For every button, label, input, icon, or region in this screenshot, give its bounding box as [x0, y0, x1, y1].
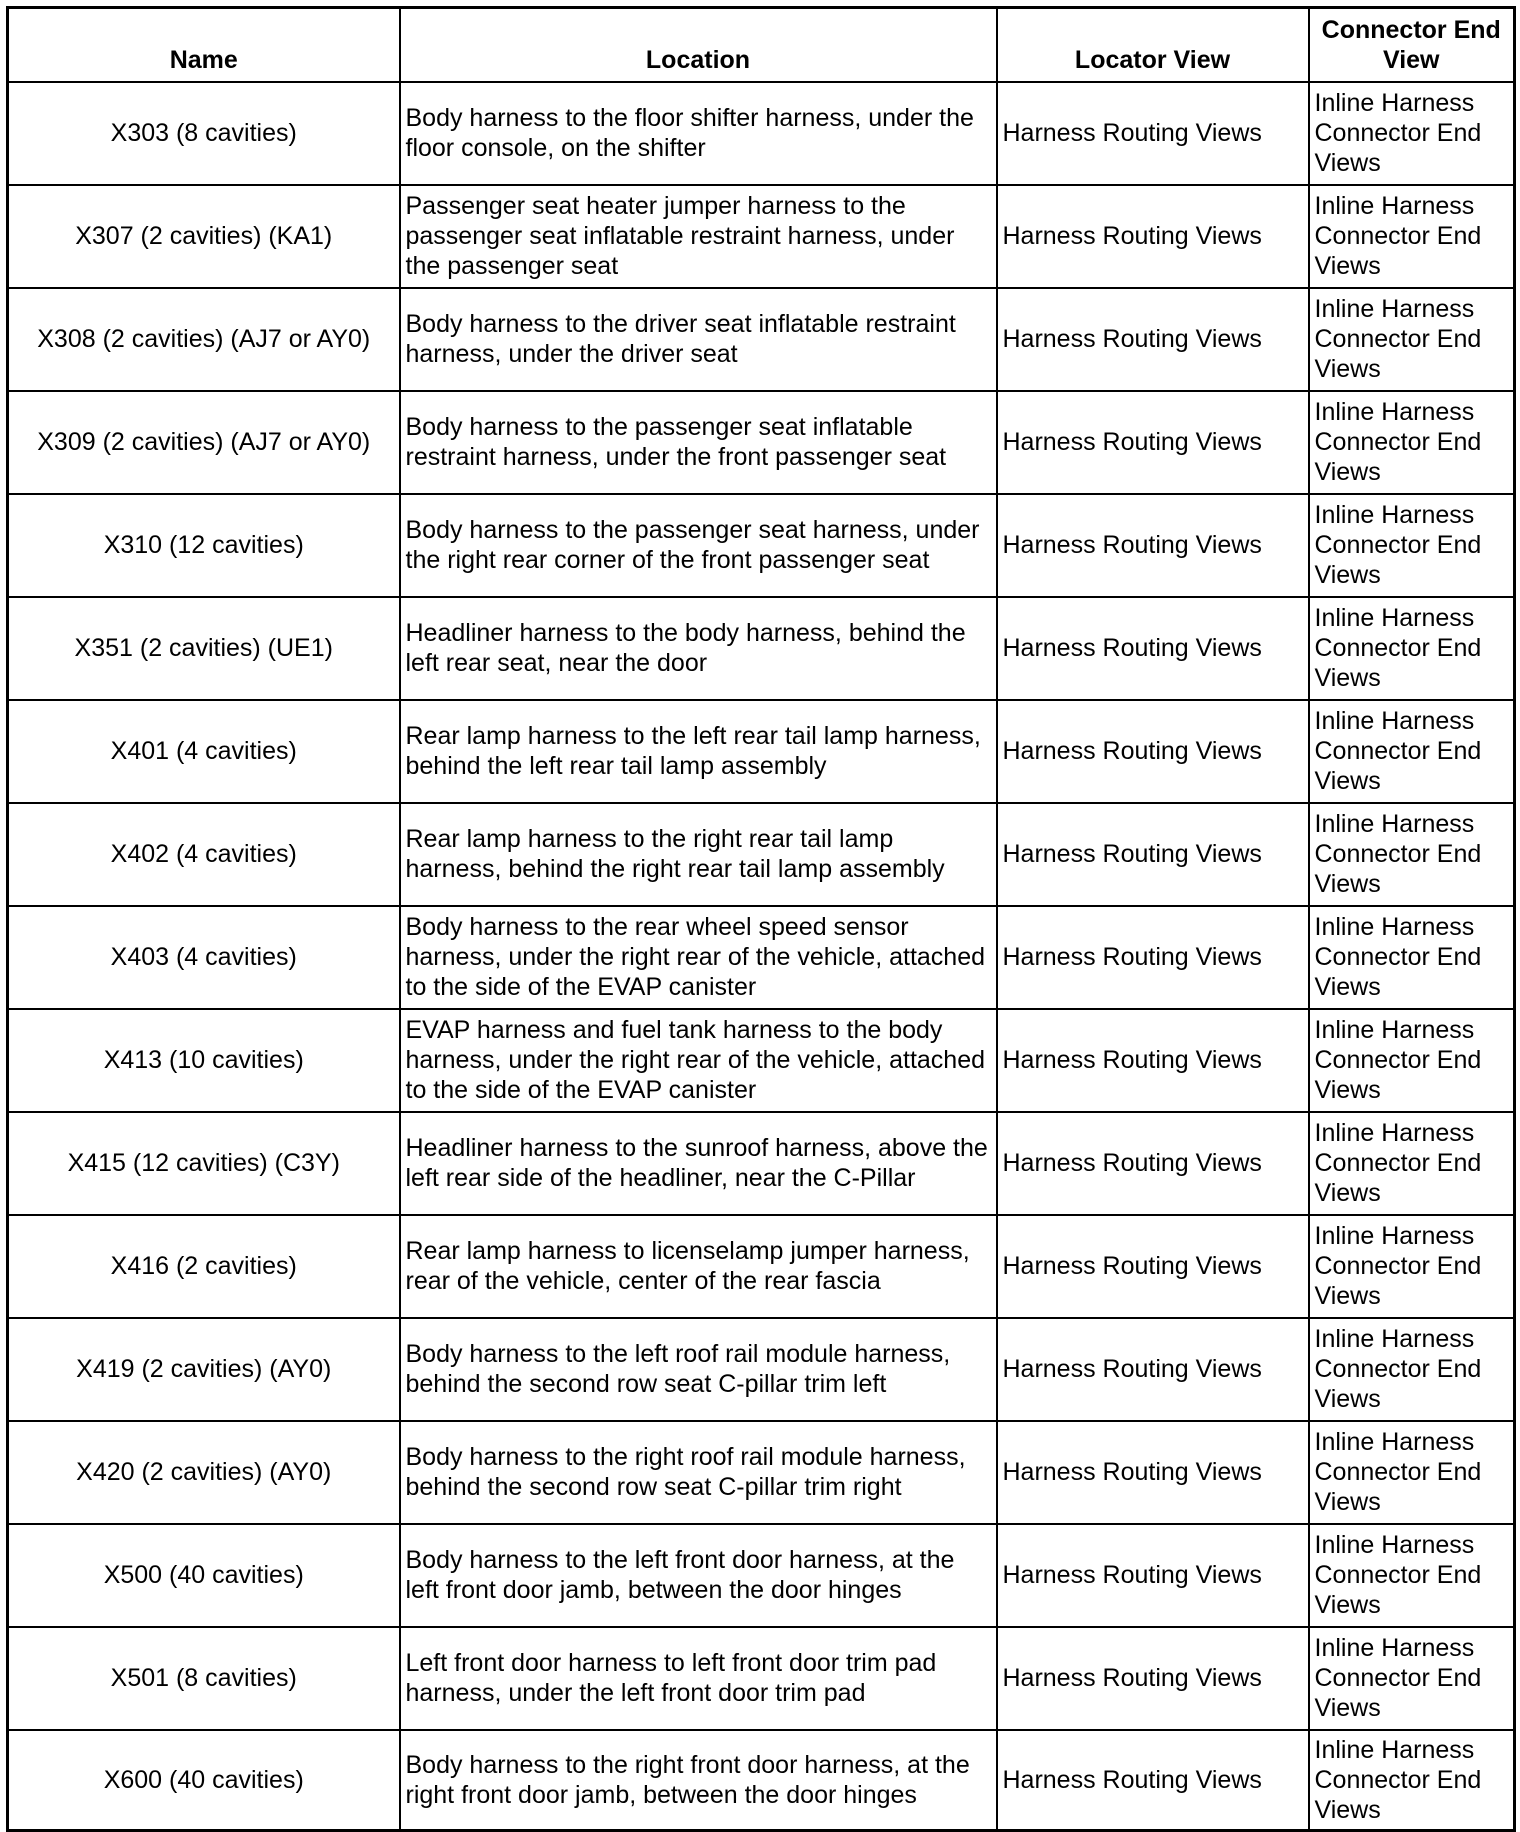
table-row [8, 1730, 1515, 1831]
locator-view-link[interactable]: Harness Routing Views [997, 1421, 1309, 1524]
locator-view-link[interactable]: Harness Routing Views [997, 1112, 1309, 1215]
location-cell: Left front door harness to left front door trim pad harness, under the left front door trim pad [400, 1627, 997, 1730]
header-location: Location [400, 8, 997, 82]
location-cell: EVAP harness and fuel tank harness to the body harness, under the right rear of the vehicle, attached to the side of the EVAP canister [400, 1009, 997, 1112]
locator-view-link[interactable]: Harness Routing Views [997, 82, 1309, 185]
connector-end-view-link[interactable]: Inline Harness Connector End Views [1309, 82, 1515, 185]
locator-view-link[interactable]: Harness Routing Views [997, 1215, 1309, 1318]
connector-end-view-link[interactable]: Inline Harness Connector End Views [1309, 1627, 1515, 1730]
location-cell: Body harness to the left roof rail module harness, behind the second row seat C-pillar trim left [400, 1318, 997, 1421]
connector-name-cell: X419 (2 cavities) (AY0) [8, 1318, 400, 1421]
connector-name-cell: X500 (40 cavities) [8, 1524, 400, 1627]
locator-view-link[interactable]: Harness Routing Views [997, 1524, 1309, 1627]
table-row [8, 288, 1515, 391]
connector-end-view-link[interactable]: Inline Harness Connector End Views [1309, 1009, 1515, 1112]
locator-view-link[interactable]: Harness Routing Views [997, 803, 1309, 906]
location-cell: Passenger seat heater jumper harness to the passenger seat inflatable restraint harness, under the passenger seat [400, 185, 997, 288]
location-cell: Body harness to the rear wheel speed sensor harness, under the right rear of the vehicle, attached to the side of the EVAP canister [400, 906, 997, 1009]
connector-end-view-link[interactable]: Inline Harness Connector End Views [1309, 1318, 1515, 1421]
connector-table-container [6, 6, 1516, 1832]
connector-name-cell: X308 (2 cavities) (AJ7 or AY0) [8, 288, 400, 391]
location-cell: Body harness to the right roof rail module harness, behind the second row seat C-pillar trim right [400, 1421, 997, 1524]
location-cell: Rear lamp harness to licenselamp jumper harness, rear of the vehicle, center of the rear fascia [400, 1215, 997, 1318]
connector-name-cell: X402 (4 cavities) [8, 803, 400, 906]
locator-view-link[interactable]: Harness Routing Views [997, 391, 1309, 494]
connector-end-view-link[interactable]: Inline Harness Connector End Views [1309, 803, 1515, 906]
locator-view-link[interactable]: Harness Routing Views [997, 700, 1309, 803]
locator-view-link[interactable]: Harness Routing Views [997, 185, 1309, 288]
locator-view-link[interactable]: Harness Routing Views [997, 1318, 1309, 1421]
locator-view-link[interactable]: Harness Routing Views [997, 1730, 1309, 1831]
location-cell: Body harness to the driver seat inflatable restraint harness, under the driver seat [400, 288, 997, 391]
connector-end-view-link[interactable]: Inline Harness Connector End Views [1309, 391, 1515, 494]
connector-name-cell: X310 (12 cavities) [8, 494, 400, 597]
connector-name-cell: X309 (2 cavities) (AJ7 or AY0) [8, 391, 400, 494]
connector-name-cell: X351 (2 cavities) (UE1) [8, 597, 400, 700]
connector-end-view-link[interactable]: Inline Harness Connector End Views [1309, 1730, 1515, 1831]
location-cell: Rear lamp harness to the right rear tail lamp harness, behind the right rear tail lamp assembly [400, 803, 997, 906]
location-cell: Body harness to the passenger seat inflatable restraint harness, under the front passenger seat [400, 391, 997, 494]
connector-name-cell: X416 (2 cavities) [8, 1215, 400, 1318]
connector-name-cell: X303 (8 cavities) [8, 82, 400, 185]
connector-name-cell: X420 (2 cavities) (AY0) [8, 1421, 400, 1524]
table-row [8, 1627, 1515, 1730]
table-row [8, 700, 1515, 803]
locator-view-link[interactable]: Harness Routing Views [997, 597, 1309, 700]
location-cell: Headliner harness to the sunroof harness, above the left rear side of the headliner, near the C-Pillar [400, 1112, 997, 1215]
table-row [8, 185, 1515, 288]
connector-name-cell: X600 (40 cavities) [8, 1730, 400, 1831]
table-row [8, 1421, 1515, 1524]
header-name: Name [8, 8, 400, 82]
locator-view-link[interactable]: Harness Routing Views [997, 906, 1309, 1009]
connector-name-cell: X501 (8 cavities) [8, 1627, 400, 1730]
connector-end-view-link[interactable]: Inline Harness Connector End Views [1309, 906, 1515, 1009]
location-cell: Body harness to the right front door harness, at the right front door jamb, between the door hinges [400, 1730, 997, 1831]
location-cell: Headliner harness to the body harness, behind the left rear seat, near the door [400, 597, 997, 700]
connector-end-view-link[interactable]: Inline Harness Connector End Views [1309, 494, 1515, 597]
header-connector-end-view: Connector End View [1309, 8, 1515, 82]
header-locator-view: Locator View [997, 8, 1309, 82]
table-row [8, 1215, 1515, 1318]
table-row [8, 391, 1515, 494]
table-row [8, 1009, 1515, 1112]
connector-end-view-link[interactable]: Inline Harness Connector End Views [1309, 700, 1515, 803]
header-row [8, 8, 1515, 82]
connector-name-cell: X307 (2 cavities) (KA1) [8, 185, 400, 288]
table-row [8, 1112, 1515, 1215]
table-row [8, 494, 1515, 597]
connector-table [6, 6, 1516, 1832]
location-cell: Body harness to the left front door harness, at the left front door jamb, between the door hinges [400, 1524, 997, 1627]
table-row [8, 1318, 1515, 1421]
connector-end-view-link[interactable]: Inline Harness Connector End Views [1309, 1112, 1515, 1215]
table-row [8, 803, 1515, 906]
table-row [8, 1524, 1515, 1627]
table-header [8, 8, 1515, 82]
table-row [8, 597, 1515, 700]
connector-name-cell: X403 (4 cavities) [8, 906, 400, 1009]
connector-name-cell: X415 (12 cavities) (C3Y) [8, 1112, 400, 1215]
connector-end-view-link[interactable]: Inline Harness Connector End Views [1309, 1524, 1515, 1627]
locator-view-link[interactable]: Harness Routing Views [997, 494, 1309, 597]
table-body [8, 82, 1515, 1831]
table-row [8, 82, 1515, 185]
connector-end-view-link[interactable]: Inline Harness Connector End Views [1309, 185, 1515, 288]
table-row [8, 906, 1515, 1009]
connector-end-view-link[interactable]: Inline Harness Connector End Views [1309, 597, 1515, 700]
connector-name-cell: X413 (10 cavities) [8, 1009, 400, 1112]
connector-end-view-link[interactable]: Inline Harness Connector End Views [1309, 1421, 1515, 1524]
location-cell: Body harness to the floor shifter harness, under the floor console, on the shifter [400, 82, 997, 185]
locator-view-link[interactable]: Harness Routing Views [997, 1627, 1309, 1730]
location-cell: Rear lamp harness to the left rear tail lamp harness, behind the left rear tail lamp assembly [400, 700, 997, 803]
locator-view-link[interactable]: Harness Routing Views [997, 288, 1309, 391]
connector-end-view-link[interactable]: Inline Harness Connector End Views [1309, 1215, 1515, 1318]
locator-view-link[interactable]: Harness Routing Views [997, 1009, 1309, 1112]
connector-end-view-link[interactable]: Inline Harness Connector End Views [1309, 288, 1515, 391]
connector-name-cell: X401 (4 cavities) [8, 700, 400, 803]
location-cell: Body harness to the passenger seat harness, under the right rear corner of the front passenger seat [400, 494, 997, 597]
